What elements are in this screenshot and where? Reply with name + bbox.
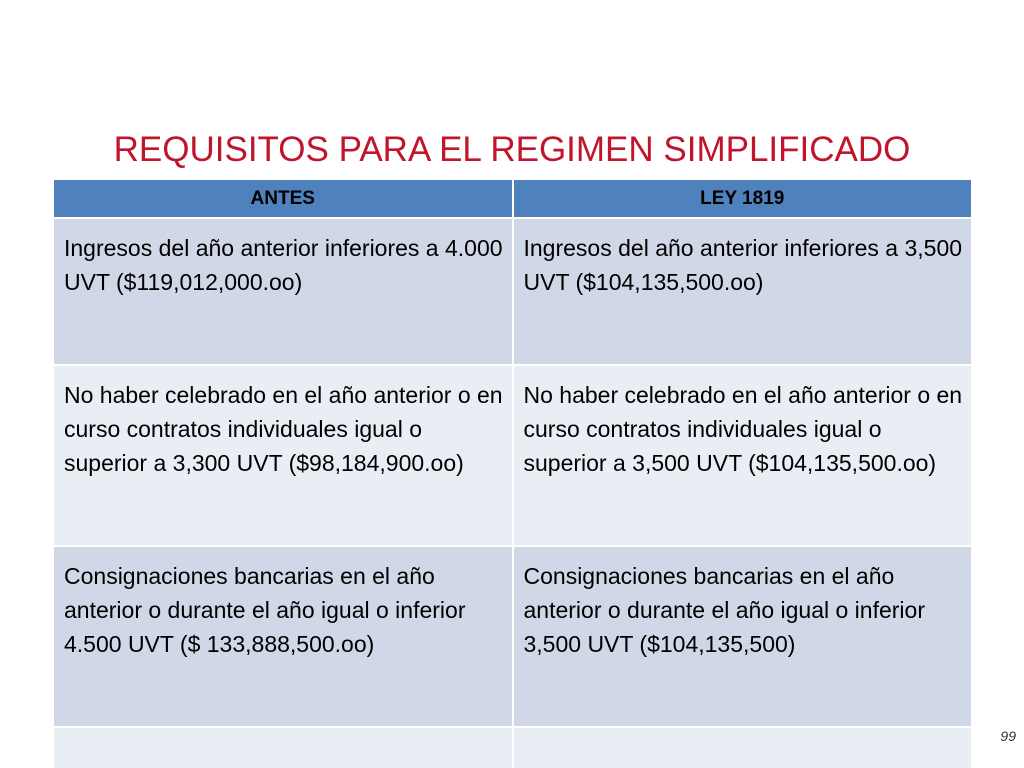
table-cell-ley-1819: [513, 727, 973, 768]
table-cell-antes: No haber celebrado en el año anterior o en curso contratos individuales igual o superior a 3,300 UVT ($98,184,900.oo): [53, 365, 513, 546]
table-cell-antes: Consignaciones bancarias en el año anterior o durante el año igual o inferior 4.500 UVT ($ 133,888,500.oo): [53, 546, 513, 727]
table-row: [53, 218, 972, 365]
slide-title: REQUISITOS PARA EL REGIMEN SIMPLIFICADO: [113, 130, 911, 169]
table-cell-antes: Ingresos del año anterior inferiores a 4.000 UVT ($119,012,000.oo): [53, 218, 513, 365]
table-header-row: [53, 179, 972, 218]
table-cell-ley-1819: No haber celebrado en el año anterior o en curso contratos individuales igual o superior a 3,500 UVT ($104,135,500.oo): [513, 365, 973, 546]
table-cell-ley-1819: Consignaciones bancarias en el año anterior o durante el año igual o inferior 3,500 UVT ($104,135,500): [513, 546, 973, 727]
page-number: 99: [1000, 728, 1016, 744]
table-cell-ley-1819: Ingresos del año anterior inferiores a 3,500 UVT ($104,135,500.oo): [513, 218, 973, 365]
table-row: [53, 546, 972, 727]
table-row: [53, 365, 972, 546]
column-header-antes: ANTES: [53, 179, 513, 218]
requirements-table: [52, 178, 973, 768]
table-cell-antes: [53, 727, 513, 768]
table-row: [53, 727, 972, 768]
column-header-ley-1819: LEY 1819: [513, 179, 973, 218]
